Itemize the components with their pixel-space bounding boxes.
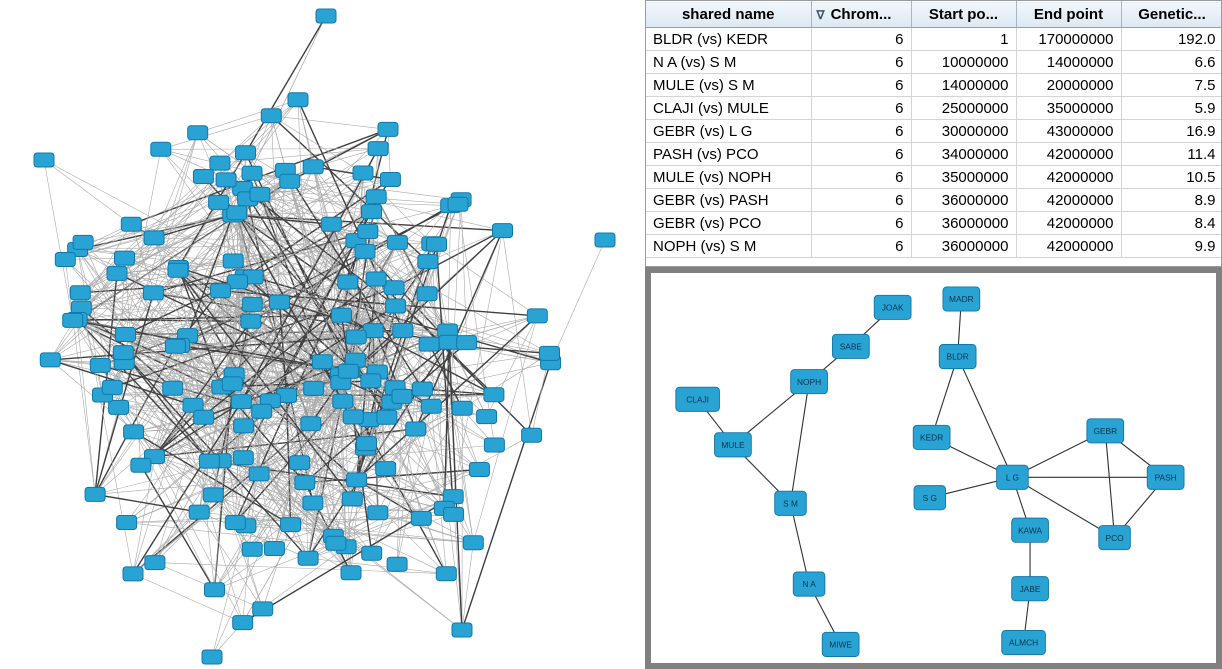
network-node[interactable] — [234, 419, 254, 433]
network-node[interactable] — [193, 170, 213, 184]
column-header-label: Genetic... — [1138, 6, 1206, 23]
network-node[interactable] — [303, 160, 323, 174]
network-node[interactable] — [301, 417, 321, 431]
table-cell: 30000000 — [911, 120, 1016, 143]
network-node[interactable] — [242, 297, 262, 311]
network-node[interactable] — [368, 142, 388, 156]
network-node[interactable] — [387, 557, 407, 571]
right-column — [645, 0, 1222, 669]
network-node[interactable] — [202, 650, 222, 664]
network-node[interactable] — [358, 225, 378, 239]
network-node[interactable] — [163, 381, 183, 395]
network-node[interactable] — [298, 551, 318, 565]
table-cell: GEBR (vs) PCO — [646, 212, 811, 235]
network-node[interactable] — [121, 217, 141, 231]
table-cell: MULE (vs) NOPH — [646, 166, 811, 189]
table-cell: 6.6 — [1121, 51, 1222, 74]
svg-text:BLDR: BLDR — [946, 351, 969, 362]
table-row[interactable] — [646, 28, 1222, 51]
network-node[interactable] — [151, 142, 171, 156]
network-node[interactable] — [386, 299, 406, 313]
network-node[interactable] — [225, 516, 245, 530]
network-node[interactable] — [250, 187, 270, 201]
svg-text:KAWA: KAWA — [1018, 525, 1043, 536]
network-node[interactable] — [115, 251, 135, 265]
network-node[interactable] — [231, 395, 251, 409]
network-node[interactable] — [242, 542, 262, 556]
table-cell: 42000000 — [1016, 212, 1121, 235]
table-cell: 170000000 — [1016, 28, 1121, 51]
network-node[interactable] — [448, 197, 468, 211]
network-node[interactable] — [469, 463, 489, 477]
svg-text:ALMCH: ALMCH — [1008, 637, 1039, 648]
main-network-edge — [462, 543, 473, 630]
table-cell: 36000000 — [911, 235, 1016, 258]
network-node[interactable] — [477, 410, 497, 424]
network-node[interactable] — [338, 364, 358, 378]
table-row[interactable] — [646, 120, 1222, 143]
network-node[interactable] — [1087, 419, 1124, 443]
table-row[interactable] — [646, 51, 1222, 74]
network-node[interactable] — [34, 153, 54, 167]
network-node[interactable] — [419, 337, 439, 351]
network-node[interactable] — [1099, 526, 1131, 550]
network-node[interactable] — [321, 217, 341, 231]
network-node[interactable] — [253, 602, 273, 616]
table-cell: 6 — [811, 97, 911, 120]
network-node[interactable] — [194, 410, 214, 424]
network-node[interactable] — [280, 174, 300, 188]
main-network-edge — [432, 244, 538, 316]
network-node[interactable] — [123, 567, 143, 581]
network-node[interactable] — [117, 516, 137, 530]
network-node[interactable] — [452, 623, 472, 637]
network-node[interactable] — [1147, 465, 1184, 489]
network-node[interactable] — [457, 336, 477, 350]
network-node[interactable] — [333, 394, 353, 408]
main-network-edge — [388, 129, 390, 179]
subnetwork-edges — [698, 299, 1166, 644]
subnetwork-edge[interactable] — [1105, 431, 1114, 538]
table-cell: 35000000 — [911, 166, 1016, 189]
network-node[interactable] — [392, 389, 412, 403]
table-cell: 6 — [811, 212, 911, 235]
network-node[interactable] — [211, 284, 231, 298]
network-node[interactable] — [316, 9, 336, 23]
network-node[interactable] — [55, 253, 75, 267]
table-cell: 6 — [811, 51, 911, 74]
network-node[interactable] — [791, 370, 828, 394]
network-node[interactable] — [939, 345, 976, 369]
svg-text:KEDR: KEDR — [920, 432, 944, 443]
network-node[interactable] — [377, 410, 397, 424]
network-node[interactable] — [143, 286, 163, 300]
main-network-edge — [161, 116, 271, 150]
network-node[interactable] — [595, 233, 615, 247]
svg-text:MADR: MADR — [949, 294, 974, 305]
table-cell: 35000000 — [1016, 97, 1121, 120]
network-node[interactable] — [368, 506, 388, 520]
svg-text:GEBR: GEBR — [1093, 425, 1118, 436]
network-node[interactable] — [361, 374, 381, 388]
network-node[interactable] — [40, 353, 60, 367]
network-node[interactable] — [341, 566, 361, 580]
main-network-edge — [432, 244, 445, 509]
table-cell: GEBR (vs) L G — [646, 120, 811, 143]
table-row[interactable] — [646, 189, 1222, 212]
network-node[interactable] — [522, 428, 542, 442]
network-node[interactable] — [242, 166, 262, 180]
network-node[interactable] — [233, 616, 253, 630]
subnetwork-canvas[interactable] — [651, 273, 1216, 663]
table-cell: 5.9 — [1121, 97, 1222, 120]
main-network-edge — [44, 160, 73, 320]
main-network-edge — [271, 116, 388, 130]
network-node[interactable] — [222, 377, 242, 391]
network-node[interactable] — [145, 556, 165, 570]
network-node[interactable] — [411, 511, 431, 525]
main-network-edge — [462, 363, 551, 630]
edge-table[interactable] — [646, 1, 1222, 258]
table-cell: BLDR (vs) KEDR — [646, 28, 811, 51]
table-cell: 6 — [811, 189, 911, 212]
table-cell: GEBR (vs) PASH — [646, 189, 811, 212]
table-cell: 8.9 — [1121, 189, 1222, 212]
table-cell: 6 — [811, 120, 911, 143]
network-node[interactable] — [90, 358, 110, 372]
edge-table-panel[interactable] — [645, 0, 1222, 267]
svg-text:PCO: PCO — [1105, 532, 1124, 543]
network-node[interactable] — [421, 399, 441, 413]
network-node[interactable] — [109, 400, 129, 414]
network-node[interactable] — [527, 309, 547, 323]
column-header-1[interactable] — [811, 2, 911, 28]
network-node[interactable] — [227, 206, 247, 220]
network-node[interactable] — [874, 295, 911, 319]
network-node[interactable] — [1012, 518, 1049, 542]
table-cell: NOPH (vs) S M — [646, 235, 811, 258]
table-cell: 42000000 — [1016, 143, 1121, 166]
table-row[interactable] — [646, 143, 1222, 166]
network-node[interactable] — [223, 254, 243, 268]
main-network-edge — [133, 574, 243, 623]
svg-text:SABE: SABE — [839, 341, 862, 352]
network-node[interactable] — [913, 425, 950, 449]
network-node[interactable] — [452, 401, 472, 415]
column-header-3[interactable] — [1016, 2, 1121, 28]
network-node[interactable] — [832, 334, 869, 358]
network-node[interactable] — [484, 388, 504, 402]
svg-text:NOPH: NOPH — [797, 376, 822, 387]
network-node[interactable] — [124, 425, 144, 439]
network-node[interactable] — [290, 456, 310, 470]
table-row[interactable] — [646, 166, 1222, 189]
table-row[interactable] — [646, 212, 1222, 235]
network-node[interactable] — [357, 437, 377, 451]
main-network-edge — [394, 231, 502, 288]
column-header-label: shared name — [681, 6, 775, 23]
network-node[interactable] — [295, 476, 315, 490]
table-cell: 25000000 — [911, 97, 1016, 120]
column-header-label: End point — [1033, 6, 1104, 23]
table-cell: CLAJI (vs) MULE — [646, 97, 811, 120]
network-node[interactable] — [188, 126, 208, 140]
table-cell: 36000000 — [911, 212, 1016, 235]
network-node[interactable] — [914, 486, 946, 510]
network-node[interactable] — [281, 518, 301, 532]
network-node[interactable] — [463, 536, 483, 550]
network-node[interactable] — [393, 324, 413, 338]
table-row[interactable] — [646, 97, 1222, 120]
network-node[interactable] — [303, 496, 323, 510]
network-node[interactable] — [418, 255, 438, 269]
network-node[interactable] — [436, 567, 456, 581]
table-cell: 192.0 — [1121, 28, 1222, 51]
network-node[interactable] — [427, 237, 447, 251]
table-cell: 20000000 — [1016, 74, 1121, 97]
column-header-4[interactable] — [1121, 2, 1222, 28]
table-cell: 11.4 — [1121, 143, 1222, 166]
network-node[interactable] — [249, 467, 269, 481]
network-node[interactable] — [822, 632, 859, 656]
table-cell: 9.9 — [1121, 235, 1222, 258]
network-node[interactable] — [676, 387, 720, 411]
network-node[interactable] — [131, 458, 151, 472]
network-node[interactable] — [362, 546, 382, 560]
table-cell: 34000000 — [911, 143, 1016, 166]
table-cell: 42000000 — [1016, 189, 1121, 212]
network-node[interactable] — [199, 454, 219, 468]
network-node[interactable] — [332, 308, 352, 322]
network-node[interactable] — [793, 572, 825, 596]
network-node[interactable] — [484, 438, 504, 452]
network-node[interactable] — [326, 536, 346, 550]
network-node[interactable] — [203, 488, 223, 502]
network-node[interactable] — [189, 505, 209, 519]
network-node[interactable] — [312, 355, 332, 369]
column-header-label: Start po... — [928, 6, 999, 23]
table-cell: 36000000 — [911, 189, 1016, 212]
network-node[interactable] — [252, 404, 272, 418]
table-cell: 6 — [811, 143, 911, 166]
network-node[interactable] — [343, 410, 363, 424]
network-node[interactable] — [216, 173, 236, 187]
subnetwork-view[interactable] — [645, 267, 1222, 669]
table-cell: 8.4 — [1121, 212, 1222, 235]
network-node[interactable] — [439, 335, 459, 349]
table-row[interactable] — [646, 235, 1222, 258]
table-cell: 43000000 — [1016, 120, 1121, 143]
table-cell: 14000000 — [1016, 51, 1121, 74]
network-node[interactable] — [107, 266, 127, 280]
main-network-edge — [372, 429, 416, 553]
network-node[interactable] — [380, 173, 400, 187]
network-node[interactable] — [304, 381, 324, 395]
table-cell: 42000000 — [1016, 166, 1121, 189]
table-cell: 10000000 — [911, 51, 1016, 74]
network-node[interactable] — [209, 195, 229, 209]
table-cell: 7.5 — [1121, 74, 1222, 97]
table-cell: 1 — [911, 28, 1016, 51]
table-cell: N A (vs) S M — [646, 51, 811, 74]
svg-text:S M: S M — [783, 498, 798, 509]
column-header-label: Chrom... — [830, 6, 892, 23]
network-node[interactable] — [366, 272, 386, 286]
network-node[interactable] — [63, 313, 83, 327]
network-node[interactable] — [378, 122, 398, 136]
column-header-2[interactable] — [911, 2, 1016, 28]
network-node[interactable] — [346, 330, 366, 344]
svg-text:MIWE: MIWE — [829, 639, 853, 650]
network-node[interactable] — [102, 380, 122, 394]
table-cell: 16.9 — [1121, 120, 1222, 143]
network-node[interactable] — [113, 346, 133, 360]
subnetwork-edge[interactable] — [791, 382, 810, 504]
network-node[interactable] — [264, 542, 284, 556]
network-node[interactable] — [366, 190, 386, 204]
network-node[interactable] — [288, 93, 308, 107]
network-node[interactable] — [270, 295, 290, 309]
network-node[interactable] — [353, 166, 373, 180]
network-node[interactable] — [715, 433, 752, 457]
table-cell: 6 — [811, 28, 911, 51]
network-node[interactable] — [540, 346, 560, 360]
main-network-edge — [220, 100, 298, 163]
table-cell: 42000000 — [1016, 235, 1121, 258]
table-cell: 6 — [811, 74, 911, 97]
table-header-row — [646, 2, 1222, 28]
table-row[interactable] — [646, 74, 1222, 97]
network-node[interactable] — [384, 281, 404, 295]
network-node[interactable] — [355, 244, 375, 258]
network-node[interactable] — [233, 451, 253, 465]
network-node[interactable] — [1002, 631, 1046, 655]
network-node[interactable] — [116, 328, 136, 342]
svg-text:N A: N A — [802, 579, 816, 590]
network-node[interactable] — [165, 339, 185, 353]
table-cell: 6 — [811, 235, 911, 258]
network-node[interactable] — [347, 473, 367, 487]
network-node[interactable] — [70, 286, 90, 300]
subnetwork-edge[interactable] — [958, 357, 1013, 478]
network-node[interactable] — [997, 465, 1029, 489]
network-node[interactable] — [412, 382, 432, 396]
svg-text:L G: L G — [1005, 472, 1019, 483]
svg-text:MULE: MULE — [721, 439, 745, 450]
network-node[interactable] — [1012, 577, 1049, 601]
network-node[interactable] — [236, 146, 256, 160]
network-node[interactable] — [338, 275, 358, 289]
network-node[interactable] — [444, 507, 464, 521]
table-cell: MULE (vs) S M — [646, 74, 811, 97]
filter-icon[interactable]: ∇ — [816, 7, 825, 22]
column-header-0[interactable] — [646, 2, 811, 28]
network-node[interactable] — [73, 235, 93, 249]
main-network-edge — [503, 231, 532, 436]
table-cell: PASH (vs) PCO — [646, 143, 811, 166]
network-node[interactable] — [210, 156, 230, 170]
table-cell: 10.5 — [1121, 166, 1222, 189]
svg-text:S G: S G — [922, 492, 937, 503]
svg-text:CLAJI: CLAJI — [686, 394, 710, 405]
network-node[interactable] — [205, 583, 225, 597]
svg-text:JOAK: JOAK — [881, 302, 904, 313]
network-node[interactable] — [943, 287, 980, 311]
svg-text:JABE: JABE — [1019, 583, 1041, 594]
network-node[interactable] — [342, 492, 362, 506]
network-node[interactable] — [387, 235, 407, 249]
main-network-edge — [551, 240, 605, 363]
svg-text:PASH: PASH — [1154, 472, 1177, 483]
table-cell: 14000000 — [911, 74, 1016, 97]
network-node[interactable] — [406, 422, 426, 436]
table-body — [646, 28, 1222, 258]
network-node[interactable] — [417, 287, 437, 301]
network-node[interactable] — [85, 487, 105, 501]
network-node[interactable] — [493, 224, 513, 238]
network-node[interactable] — [376, 462, 396, 476]
network-node[interactable] — [362, 205, 382, 219]
subnetwork-nodes — [676, 287, 1184, 657]
network-node[interactable] — [168, 263, 188, 277]
network-node[interactable] — [775, 491, 807, 515]
table-cell: 6 — [811, 166, 911, 189]
network-node[interactable] — [261, 109, 281, 123]
network-node[interactable] — [241, 314, 261, 328]
network-node[interactable] — [144, 231, 164, 245]
